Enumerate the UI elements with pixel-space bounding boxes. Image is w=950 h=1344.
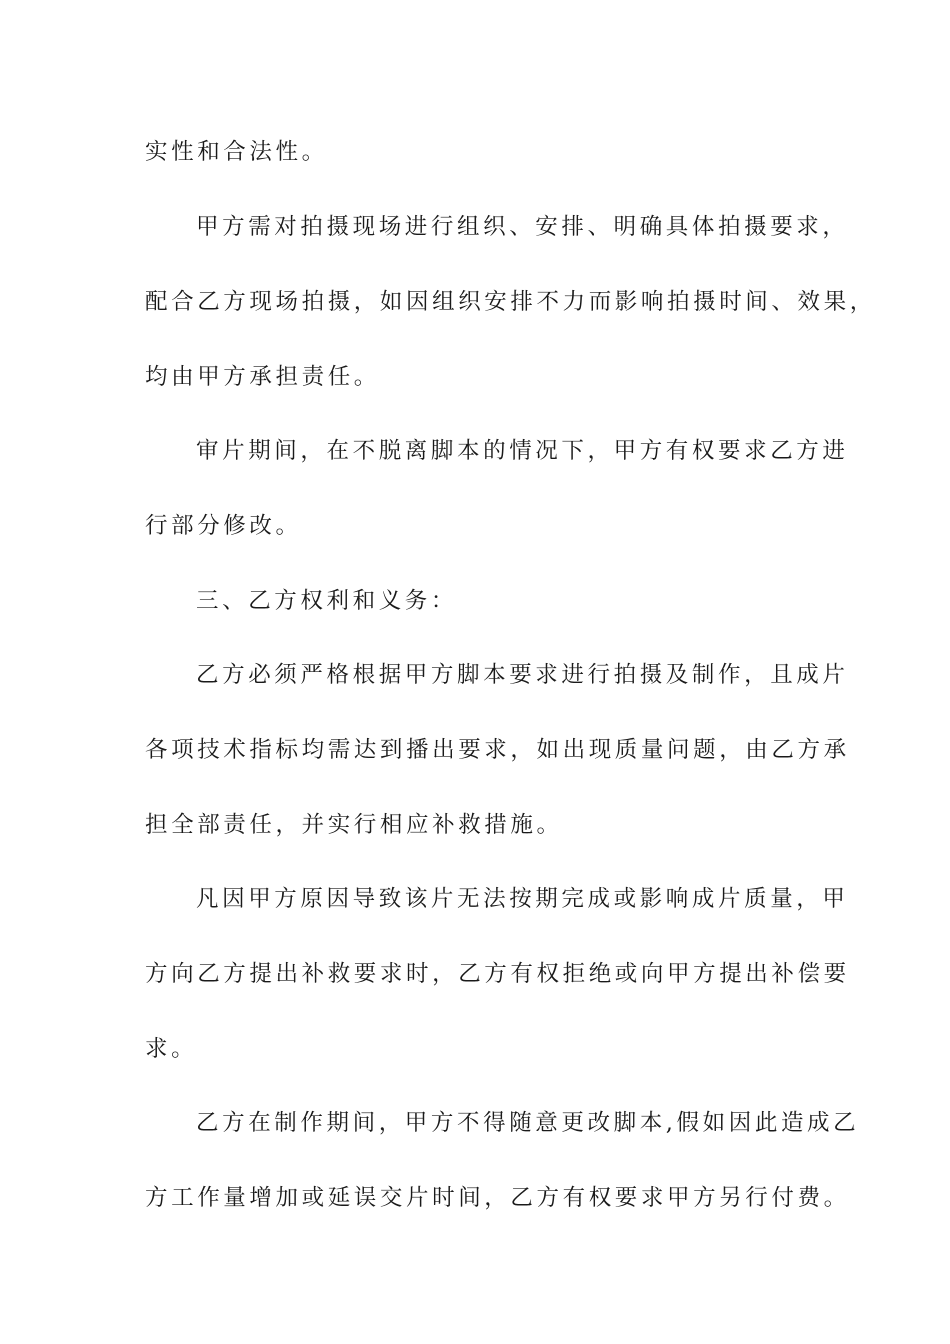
text-line: 行部分修改。 xyxy=(145,513,302,539)
paragraph-start: 乙方在制作期间，甲方不得随意更改脚本,假如因此造成乙 xyxy=(196,1110,860,1136)
text-line: 方向乙方提出补救要求时，乙方有权拒绝或向甲方提出补偿要 xyxy=(145,961,850,987)
text-line: 实性和合法性。 xyxy=(145,139,328,165)
text-line: 担全部责任，并实行相应补救措施。 xyxy=(145,812,563,838)
section-heading: 三、乙方权利和义务： xyxy=(196,588,458,614)
text-line: 均由甲方承担责任。 xyxy=(145,364,380,390)
text-line: 各项技术指标均需达到播出要求，如出现质量问题，由乙方承 xyxy=(145,737,850,763)
paragraph-start: 凡因甲方原因导致该片无法按期完成或影响成片质量，甲 xyxy=(196,886,849,912)
text-line: 方工作量增加或延误交片时间，乙方有权要求甲方另行付费。 xyxy=(145,1185,850,1211)
text-line: 求。 xyxy=(145,1036,198,1062)
paragraph-start: 甲方需对拍摄现场进行组织、安排、明确具体拍摄要求， xyxy=(196,214,849,240)
paragraph-start: 乙方必须严格根据甲方脚本要求进行拍摄及制作，且成片 xyxy=(196,662,849,688)
text-line: 配合乙方现场拍摄，如因组织安排不力而影响拍摄时间、效果， xyxy=(145,289,876,315)
paragraph-start: 审片期间，在不脱离脚本的情况下，甲方有权要求乙方进 xyxy=(196,438,849,464)
